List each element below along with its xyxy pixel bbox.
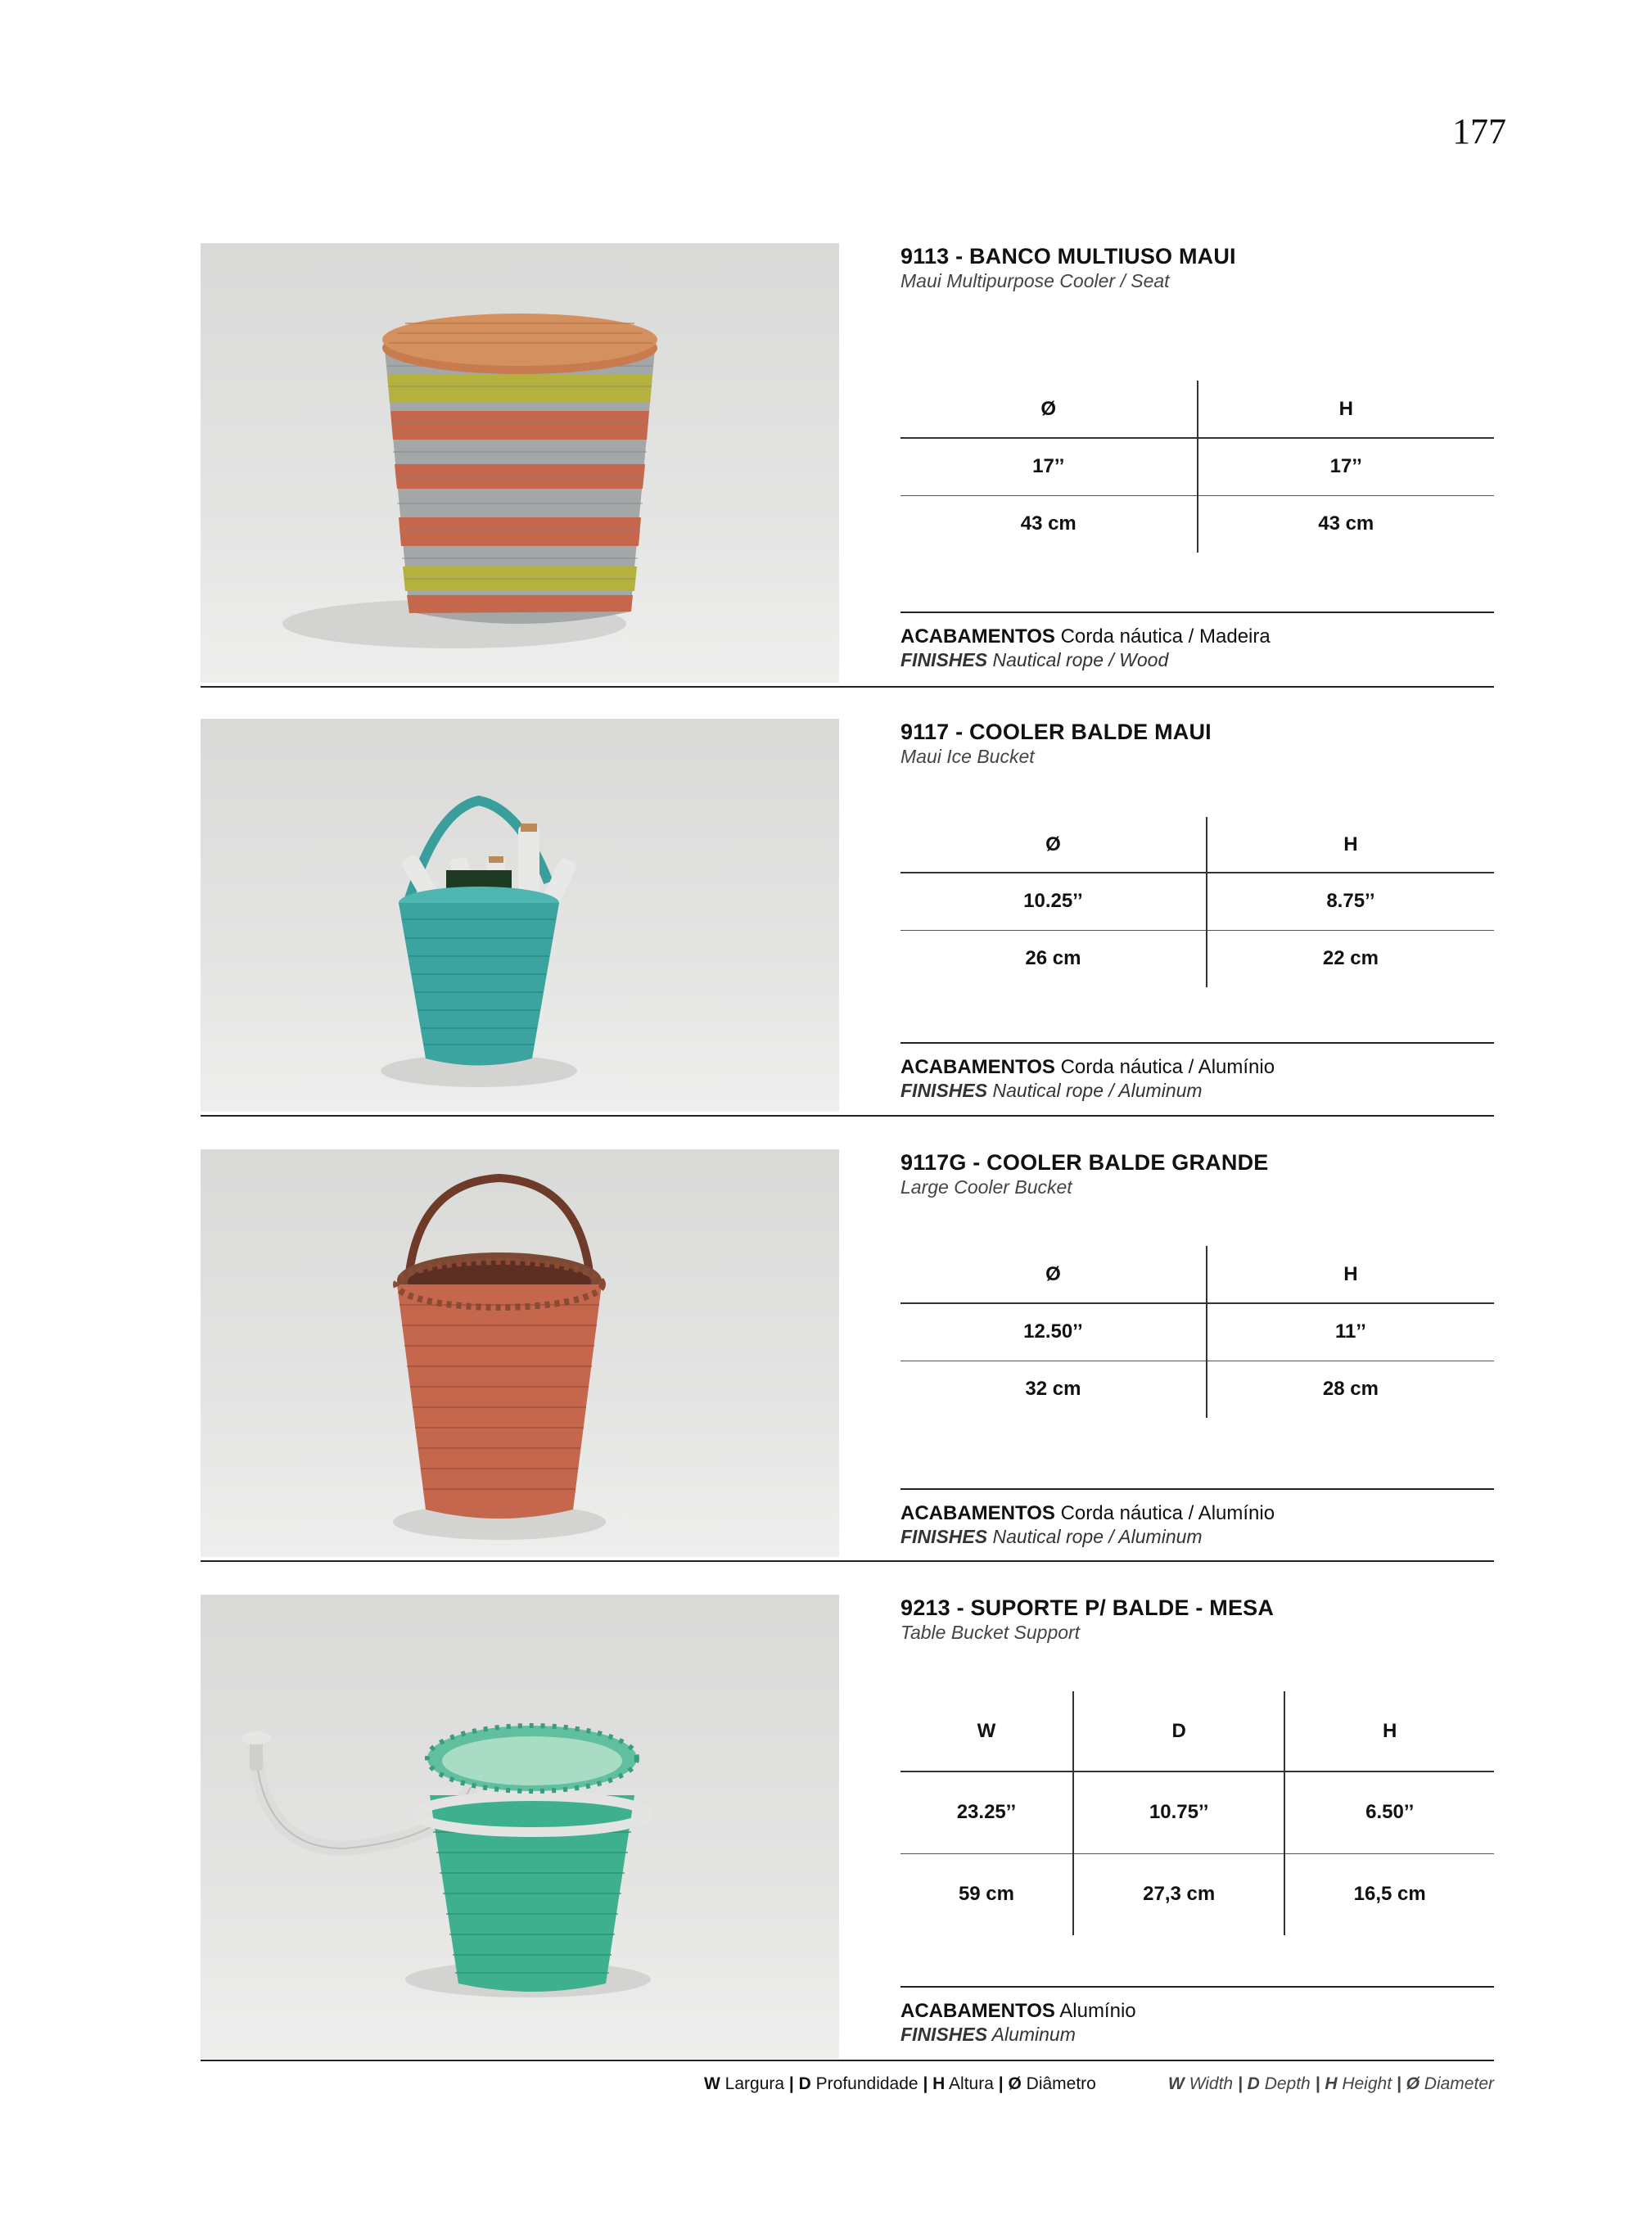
legend-label: Altura	[949, 2074, 994, 2093]
legend-key: Ø	[1008, 2074, 1022, 2093]
value-cell: 32 cm	[1025, 1378, 1081, 1401]
product-info	[900, 243, 1494, 670]
header-cell: Ø	[900, 1246, 1207, 1303]
finishes-label-en: FINISHES	[900, 1526, 988, 1547]
header-cell: W	[900, 1691, 1073, 1771]
finishes-pt: Corda náutica / Alumínio	[1060, 1502, 1275, 1524]
section-divider	[201, 686, 1494, 688]
legend-key: D	[798, 2074, 811, 2093]
header-cell: H	[1207, 817, 1494, 873]
product-photo	[201, 1595, 839, 2059]
product-title: 9213 - SUPORTE P/ BALDE - MESA	[900, 1595, 1275, 1620]
legend-label: Diâmetro	[1026, 2074, 1096, 2093]
finishes-label-en: FINISHES	[900, 649, 988, 670]
section-divider	[201, 1560, 1494, 1562]
finishes-pt: Corda náutica / Alumínio	[1060, 1056, 1275, 1078]
header-cell: Ø	[900, 817, 1207, 873]
finishes-label-en: FINISHES	[900, 1080, 988, 1101]
value-cell: 10.25’’	[900, 873, 1207, 930]
finishes	[900, 1042, 1494, 1103]
finishes-en: Nautical rope / Aluminum	[992, 1080, 1203, 1101]
finishes-en: Aluminum	[991, 2024, 1076, 2045]
value-cell: 6.50’’	[1284, 1771, 1494, 1853]
value-cell: 23.25’’	[900, 1771, 1073, 1853]
finishes-pt: Corda náutica / Madeira	[1060, 625, 1271, 648]
finishes-label-pt: ACABAMENTOS	[900, 1056, 1055, 1078]
legend-label: Largura	[724, 2074, 785, 2093]
page-number: 177	[1452, 111, 1506, 151]
header-cell: H	[1207, 1246, 1494, 1303]
finishes-en: Nautical rope / Wood	[992, 649, 1169, 670]
value-cell: 27,3 cm	[1073, 1853, 1284, 1935]
section-divider	[201, 1115, 1494, 1117]
finishes	[900, 612, 1494, 672]
product-subtitle: Table Bucket Support	[900, 1622, 1081, 1643]
product-9213	[201, 1595, 1494, 2059]
value-cell: 22 cm	[1207, 930, 1494, 987]
legend-pt: W Largura | D Profundidade | H Altura | Ø Diâmetro	[704, 2074, 1096, 2093]
product-9113	[201, 243, 1494, 683]
dimensions-table	[900, 1691, 1494, 1935]
header-cell: Ø	[900, 381, 1198, 438]
legend-key: W	[704, 2074, 720, 2093]
product-9117	[201, 719, 1494, 1112]
header-cell: H	[1284, 1691, 1494, 1771]
legend-label: Height	[1342, 2074, 1392, 2093]
value-cell: 28 cm	[1207, 1361, 1494, 1418]
product-subtitle: Maui Ice Bucket	[900, 746, 1035, 767]
finishes-pt: Alumínio	[1059, 2000, 1136, 2022]
value-cell: 59 cm	[958, 1883, 1014, 1906]
dimensions-table	[900, 381, 1494, 553]
finishes-label-en: FINISHES	[900, 2024, 988, 2045]
legend-label: Diameter	[1424, 2074, 1494, 2093]
legend-key: H	[932, 2074, 946, 2093]
header-cell: H	[1198, 381, 1495, 438]
dimension-legend	[704, 2074, 1494, 2094]
product-title: 9117 - COOLER BALDE MAUI	[900, 720, 1212, 744]
product-9117g	[201, 1149, 1494, 1557]
section-divider	[201, 2060, 1494, 2061]
value-cell: 16,5 cm	[1284, 1853, 1494, 1935]
product-info	[900, 719, 1494, 1101]
product-info	[900, 1595, 1494, 2045]
product-photo	[201, 1149, 839, 1557]
legend-key: H	[1325, 2074, 1338, 2093]
finishes-label-pt: ACABAMENTOS	[900, 625, 1055, 648]
product-photo	[201, 719, 839, 1112]
value-cell: 11’’	[1207, 1303, 1494, 1361]
value-cell: 43 cm	[1020, 512, 1077, 535]
legend-key: D	[1247, 2074, 1260, 2093]
legend-label: Depth	[1264, 2074, 1311, 2093]
product-info	[900, 1149, 1494, 1547]
dimensions-table	[900, 1246, 1494, 1418]
product-subtitle: Maui Multipurpose Cooler / Seat	[900, 270, 1170, 291]
dimensions-table	[900, 817, 1494, 987]
legend-key: W	[1167, 2074, 1185, 2093]
value-cell: 8.75’’	[1207, 873, 1494, 930]
product-title: 9113 - BANCO MULTIUSO MAUI	[900, 244, 1236, 269]
finishes	[900, 1488, 1494, 1549]
legend-label: Width	[1189, 2074, 1234, 2093]
finishes-label-pt: ACABAMENTOS	[900, 2000, 1055, 2022]
product-title: 9117G - COOLER BALDE GRANDE	[900, 1150, 1269, 1175]
value-cell: 26 cm	[1025, 947, 1081, 970]
product-photo	[201, 243, 839, 683]
header-cell: D	[1073, 1691, 1284, 1771]
finishes	[900, 1986, 1494, 2047]
value-cell: 43 cm	[1198, 495, 1495, 553]
product-subtitle: Large Cooler Bucket	[900, 1176, 1072, 1198]
legend-label: Profundidade	[815, 2074, 919, 2093]
value-cell: 12.50’’	[900, 1303, 1207, 1361]
value-cell: 17’’	[900, 438, 1198, 495]
finishes-label-pt: ACABAMENTOS	[900, 1502, 1055, 1524]
finishes-en: Nautical rope / Aluminum	[992, 1526, 1203, 1547]
legend-en: W Width | D Depth | H Height | Ø Diameter	[1167, 2074, 1494, 2093]
value-cell: 10.75’’	[1073, 1771, 1284, 1853]
legend-key: Ø	[1406, 2074, 1420, 2093]
value-cell: 17’’	[1198, 438, 1495, 495]
